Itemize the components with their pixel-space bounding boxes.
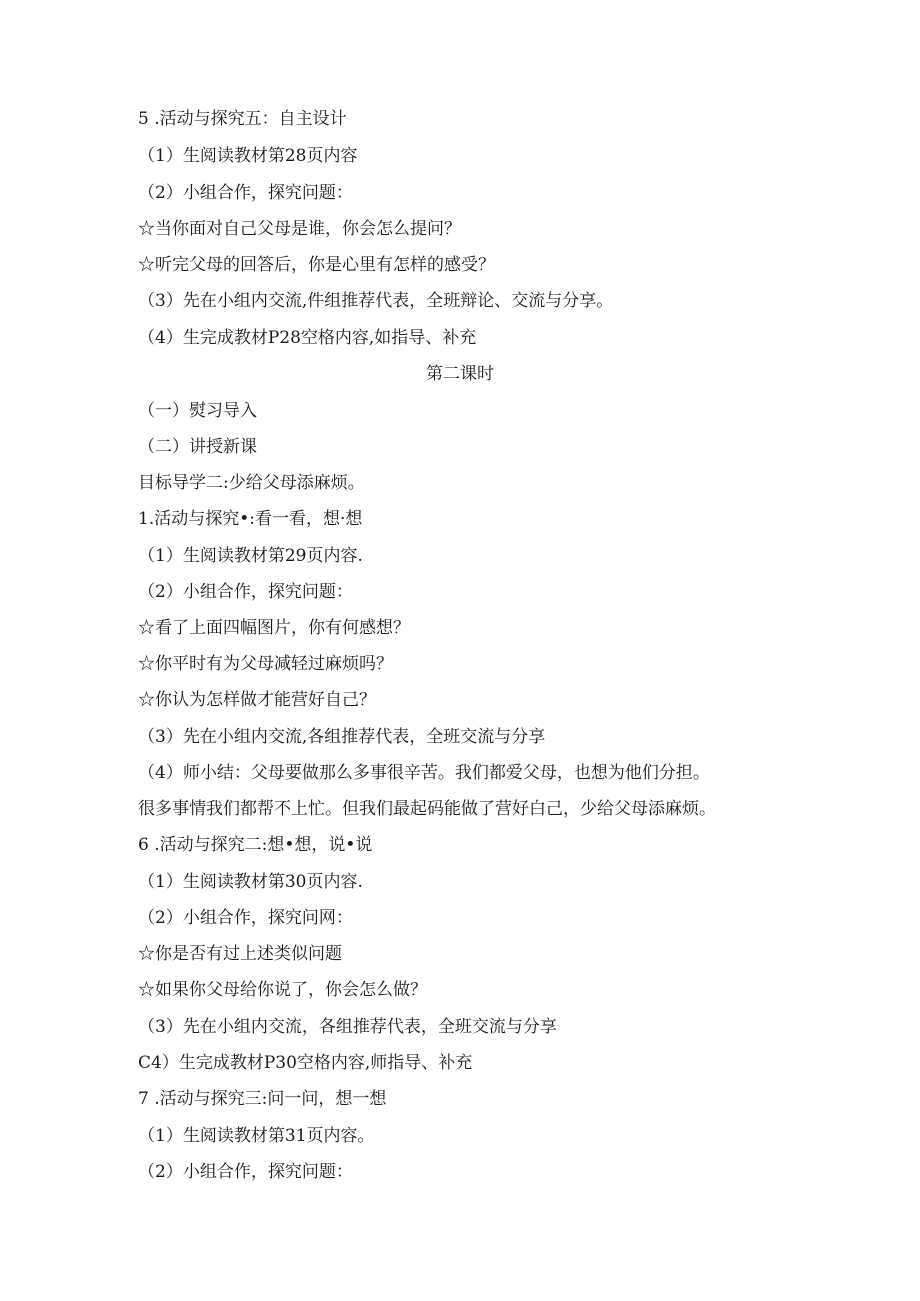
question-item: ☆听完父母的回答后，你是心里有怎样的感受？ [138, 255, 495, 275]
section-item: （一）熨习导入 [138, 401, 257, 421]
goal-heading: 目标导学二:少给父母添麻烦。 [138, 473, 365, 493]
step-item: （4）生完成教材P28空格内容,如指导、补充 [138, 328, 477, 348]
question-item: ☆看了上面四幅图片，你有何感想？ [138, 618, 410, 638]
question-item: ☆如果你父母给你说了，你会怎么做？ [138, 980, 427, 1000]
step-item: （2）小组合作，探究问网： [138, 908, 353, 928]
activity-heading: 7 .活动与探究三:问一问，想一想 [138, 1089, 387, 1109]
question-item: ☆你认为怎样做才能营好自己？ [138, 690, 376, 710]
step-item: （4）师小结：父母要做那么多事很辛苦。我们都爱父母，也想为他们分担。 [138, 763, 710, 783]
step-item: （3）先在小组内交流，各组推荐代表，全班交流与分享 [138, 1017, 557, 1037]
question-item: ☆当你面对自己父母是谁，你会怎么提问？ [138, 219, 461, 239]
question-item: ☆你平时有为父母减轻过麻烦吗？ [138, 654, 393, 674]
activity-heading: 1.活动与探究•:看一看，想·想 [138, 509, 363, 529]
step-item: （2）小组合作，探究问题： [138, 183, 353, 203]
step-item: （1）生阅读教材第29页内容. [138, 546, 363, 566]
activity-heading: 6 .活动与探究二:想•想，说•说 [138, 835, 373, 855]
step-item: （3）先在小组内交流,各组推荐代表，全班交流与分享 [138, 727, 546, 747]
step-item: （1）生阅读教材第31页内容。 [138, 1126, 375, 1146]
activity-heading: 5 .活动与探究五：自主设计 [138, 109, 347, 129]
step-item: （3）先在小组内交流,件组推荐代表，全班辩论、交流与分享。 [138, 291, 614, 311]
question-item: ☆你是否有过上述类似问题 [138, 944, 342, 964]
step-item: （2）小组合作，探究问题： [138, 582, 353, 602]
section-item: （二）讲授新课 [138, 437, 257, 457]
lesson-title: 第二课时 [426, 364, 494, 384]
paragraph-text: 很多事情我们都帮不上忙。但我们最起码能做了营好白己，少给父母添麻烦。 [138, 799, 716, 819]
step-item: （1）生阅读教材第30页内容. [138, 872, 363, 892]
step-item: C4）生完成教材P30空格内容,师指导、补充 [138, 1053, 473, 1073]
step-item: （1）生阅读教材第28页内容 [138, 146, 358, 166]
step-item: （2）小组合作，探究问题： [138, 1162, 353, 1182]
